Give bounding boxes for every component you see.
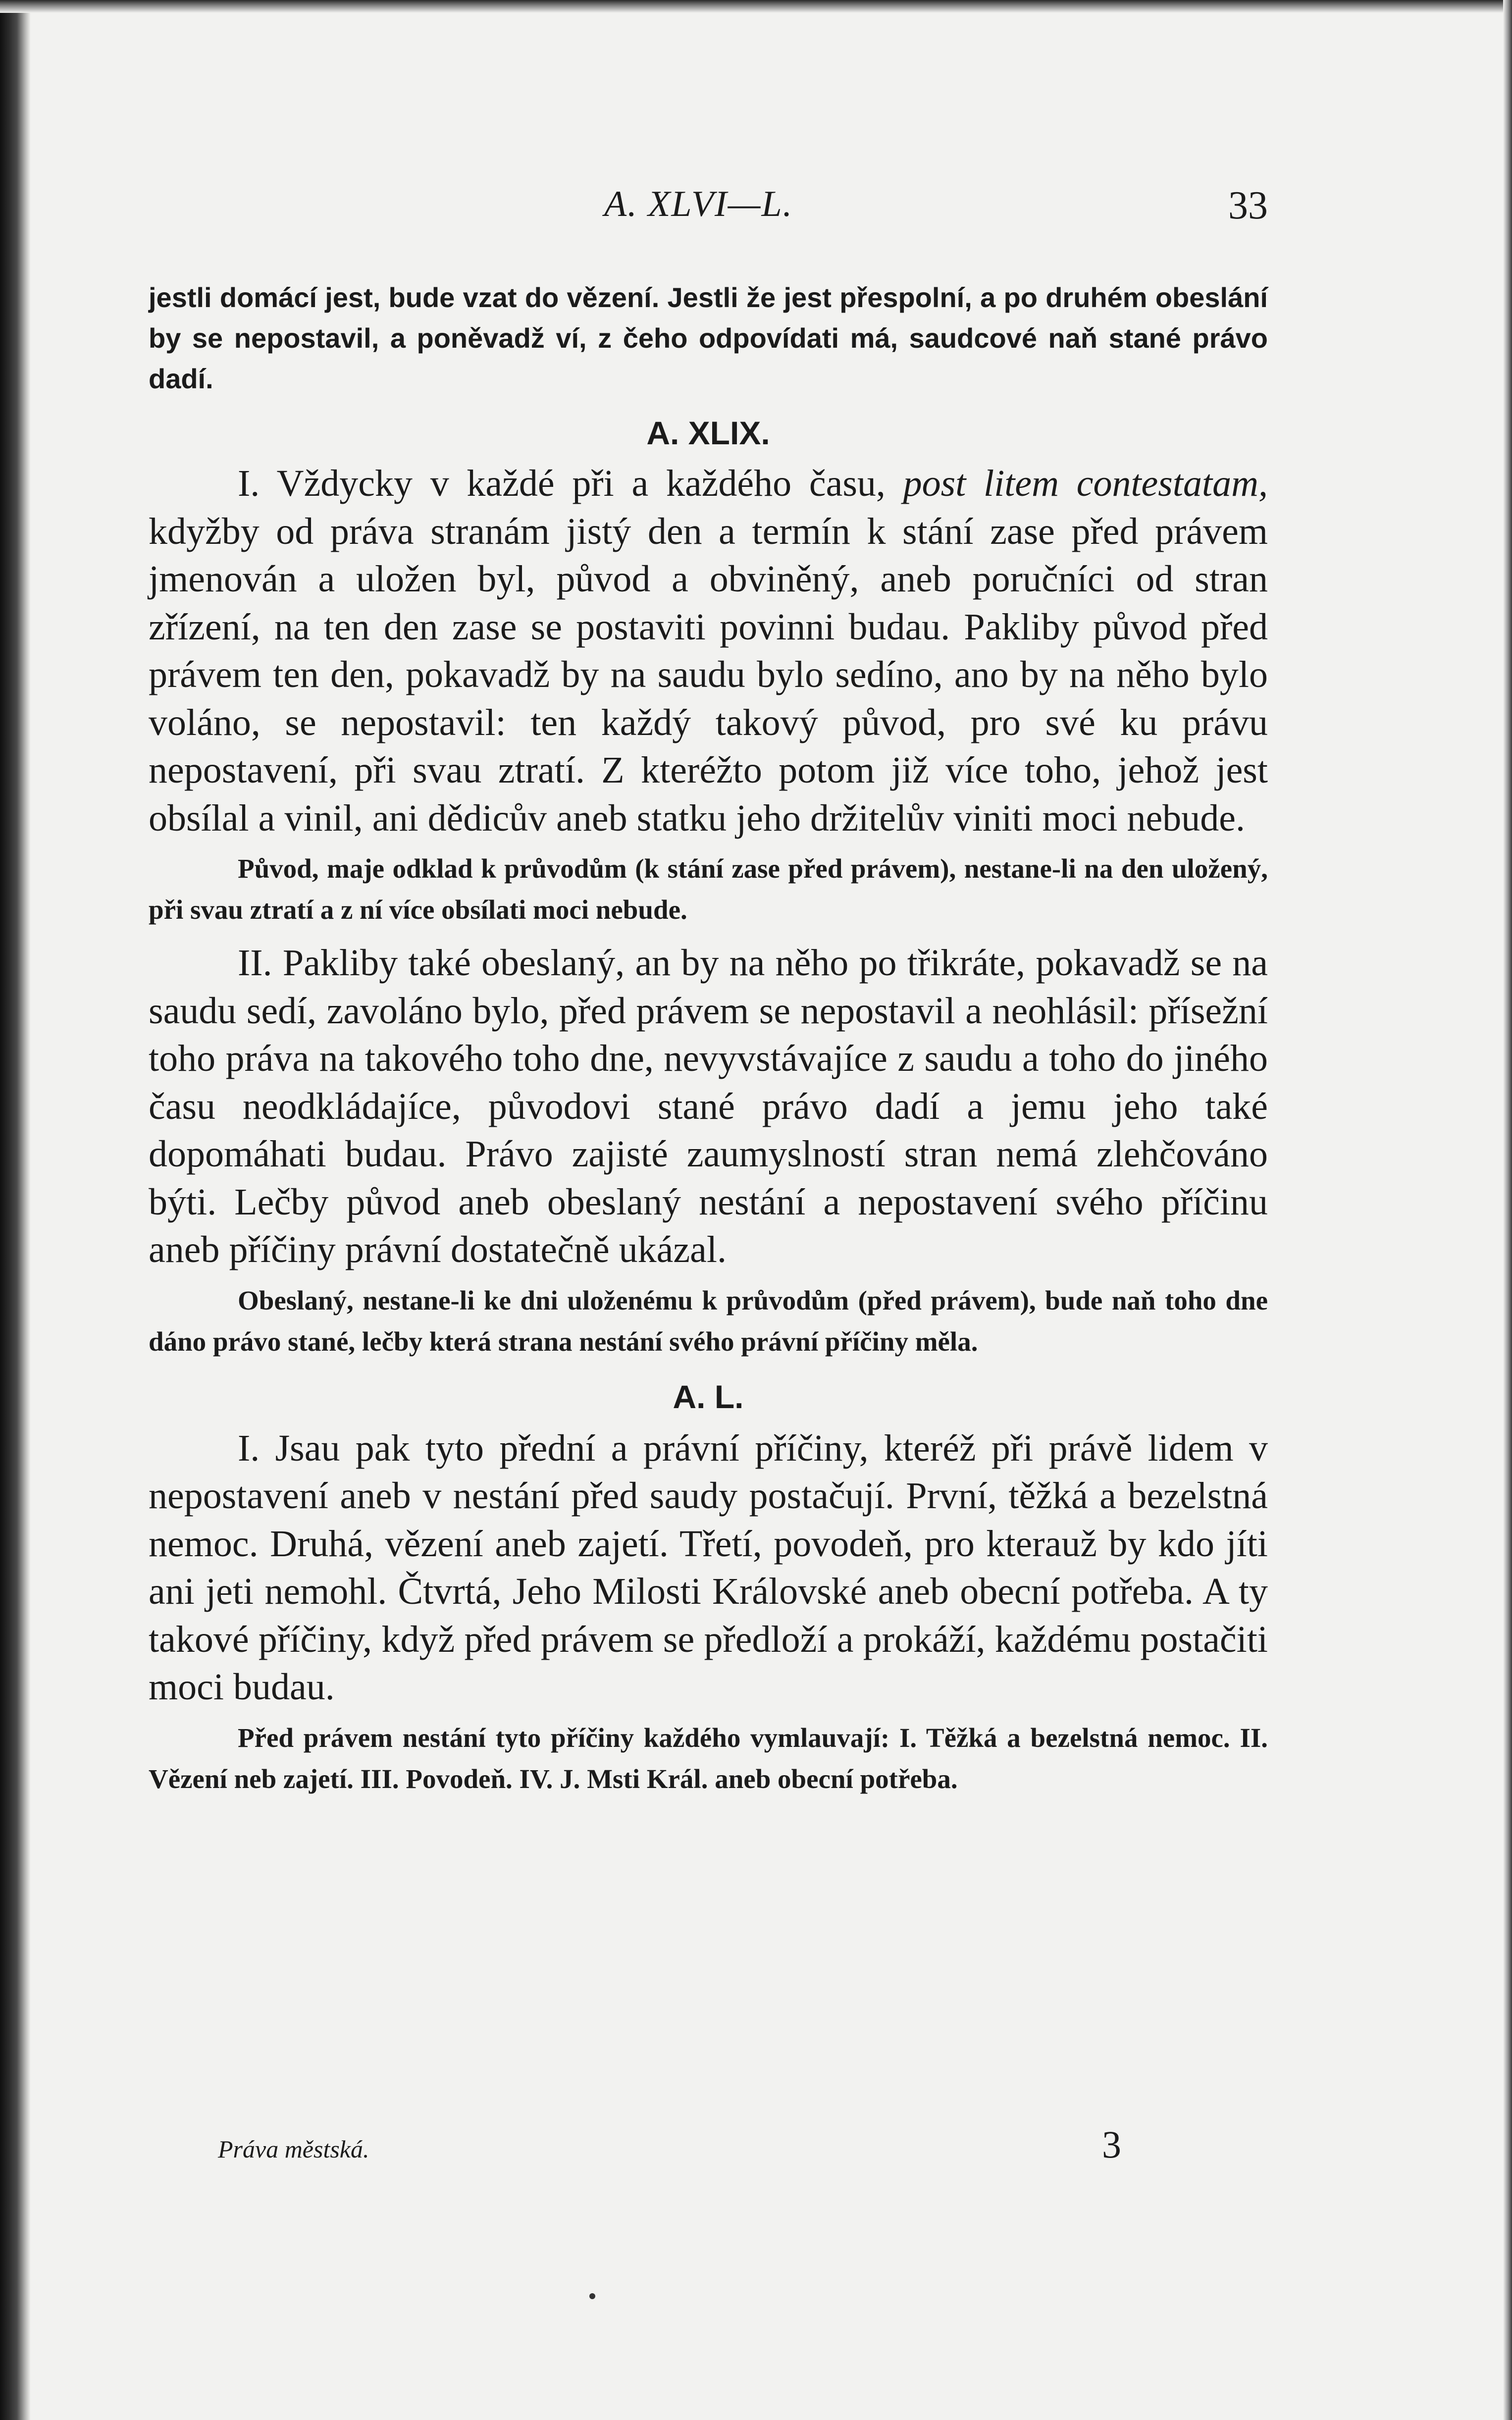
page-top-edge-shadow bbox=[0, 0, 1512, 13]
paragraph-text: Jsau pak tyto přední a právní příčiny, kteréž při právě lidem v nepostavení aneb v nestání před saudy postačují. První, těžká a bezelstná nemoc. Druhá, vězení aneb zajetí. Třetí, povodeň, pro kterauž by kdo jíti ani jeti nemohl. Čtvrtá, Jeho Milosti Královské aneb obecní potřeba. A ty takové příčiny, když před právem se předloží a prokáží, každému postačiti moci budau. bbox=[149, 1427, 1268, 1708]
page-number: 33 bbox=[1228, 184, 1268, 227]
print-speck bbox=[589, 2293, 595, 2299]
page-header bbox=[149, 183, 1268, 238]
paragraph-xlix-2 bbox=[149, 939, 1268, 1274]
note-xlix-2: Obeslaný, nestane-li ke dni uloženému k průvodům (před právem), bude naň toho dne dáno právo stané, lečby která strana nestání svého právní příčiny měla. bbox=[149, 1285, 1268, 1357]
paragraph-number: I. bbox=[238, 1427, 260, 1469]
running-head: A. XLVI—L. bbox=[604, 184, 793, 224]
page-left-edge-shadow bbox=[0, 0, 31, 2420]
note-l: Před právem nestání tyto příčiny každého vymlauvají: I. Těžká a bezelstná nemoc. II. Vězení neb zajetí. III. Povodeň. IV. J. Msti Král. aneb obecní potřeba. bbox=[149, 1722, 1268, 1794]
signature-mark: 3 bbox=[1102, 2123, 1121, 2166]
signature-title: Práva městská. bbox=[218, 2135, 369, 2163]
paragraph-xlix-1 bbox=[149, 460, 1268, 842]
section-heading-xlix: A. XLIX. bbox=[646, 415, 770, 451]
paragraph-text: Pakliby také obeslaný, an by na něho po třikráte, pokavadž se na saudu sedí, zavoláno bylo, před právem se nepostavil a neohlásil: přísežní toho práva na takového toho dne, nevyvstávajíce z saudu a toho do jiného času neodkládajíce, původovi stané právo dadí a jemu jeho také dopomáhati budau. Právo zajisté zaumyslností stran nemá zlehčováno býti. Lečby původ aneb obeslaný nestání a nepostavení svého příčinu aneb příčiny právní dostatečně ukázal. bbox=[149, 942, 1268, 1270]
latin-phrase: post litem contestatam, bbox=[903, 463, 1268, 504]
section-heading-l: A. L. bbox=[673, 1378, 744, 1415]
paragraph-l-1 bbox=[149, 1424, 1268, 1711]
paragraph-text: kdyžby od práva stranám jistý den a termín k stání zase před právem jmenován a uložen byl, původ a obviněný, aneb poručníci od stran zřízení, na ten den zase se postaviti povinni budau. Pakliby původ před právem ten den, pokavadž by na saudu bylo sedíno, ano by na něho bylo voláno, se nepostavil: ten každý takový původ, pro své ku právu nepostavení, při svau ztratí. Z kteréžto potom již více toho, jehož jest obsílal a vinil, ani dědicův aneb statku jeho držitelův viniti moci nebude. bbox=[149, 510, 1268, 839]
paragraph-text: Vždycky v každé při a každého času, bbox=[276, 463, 886, 504]
page-right-edge-shadow bbox=[1503, 0, 1512, 2420]
note-xlix-1: Původ, maje odklad k průvodům (k stání zase před právem), nestane-li na den uložený, při svau ztratí a z ní více obsílati moci nebude. bbox=[149, 853, 1268, 925]
page-body bbox=[149, 277, 1268, 1799]
intro-paragraph: jestli domácí jest, bude vzat do vězení. Jestli že jest přespolní, a po druhém obeslání by se nepostavil, a poněvadž ví, z čeho odpovídati má, saudcové naň stané právo dadí. bbox=[149, 282, 1268, 394]
paragraph-number: I. bbox=[238, 463, 260, 504]
paragraph-number: II. bbox=[238, 942, 272, 984]
